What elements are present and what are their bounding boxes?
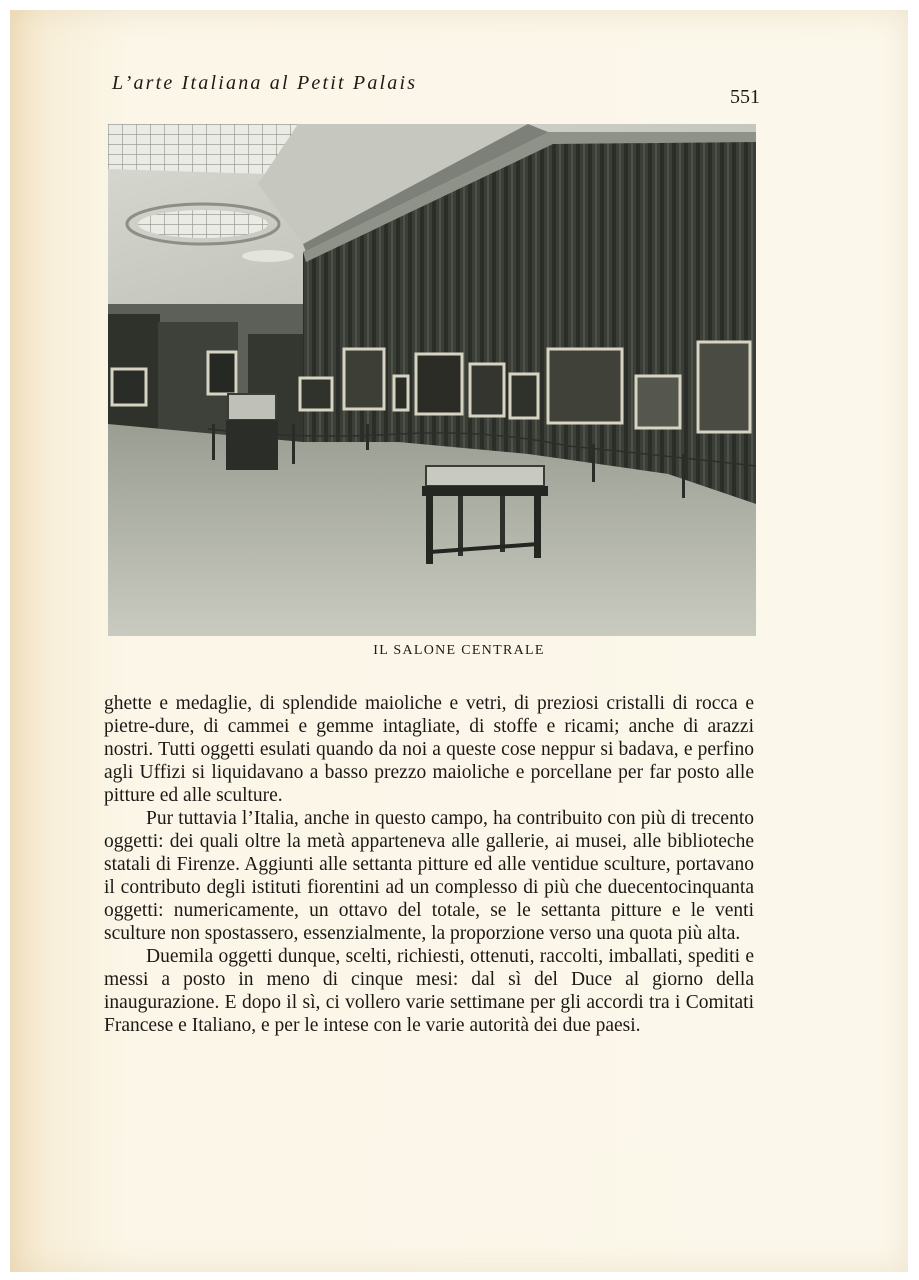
page-number: 551 (730, 86, 760, 108)
gallery-photograph (108, 124, 756, 636)
paragraph-3: Duemila oggetti dunque, scelti, richiesti, ottenuti, raccolti, imballati, spediti e messi a posto in meno di cinque mesi: dal sì del Duce al giorno della inaugurazione. E dopo il sì, ci vollero varie settimane per gli accordi tra i Comitati Francese e Italiano, e per le intese con le varie autorità dei due paesi. (104, 946, 754, 1036)
running-title: L’arte Italiana al Petit Palais (112, 72, 418, 94)
paragraph-2: Pur tuttavia l’Italia, anche in questo campo, ha contribuito con più di trecento oggetti: dei quali oltre la metà apparteneva alle gallerie, ai musei, alle biblioteche statali di Firenze. Aggiunti alle settanta pitture ed alle ventidue sculture, portavano il contributo degli istituti fiorentini ad un complesso di più che duecentocinquanta oggetti: numericamente, un ottavo del totale, se le settanta pitture e le venti sculture non spostassero, essenzialmente, la proporzione verso una quota più alta. (104, 808, 754, 944)
body-text (104, 692, 754, 1037)
book-page (10, 10, 908, 1272)
paragraph-1: ghette e medaglie, di splendide maioliche e vetri, di preziosi cristalli di rocca e pietre-dure, di cammei e gemme intagliate, di stoffe e ricami; anche di arazzi nostri. Tutti oggetti esulati quando da noi a queste cose neppur si badava, e perfino agli Uffizi si liquidavano a basso prezzo maioliche e porcellane per far posto alle pitture ed alle sculture. (104, 693, 754, 806)
figure-caption: IL SALONE CENTRALE (373, 643, 545, 658)
